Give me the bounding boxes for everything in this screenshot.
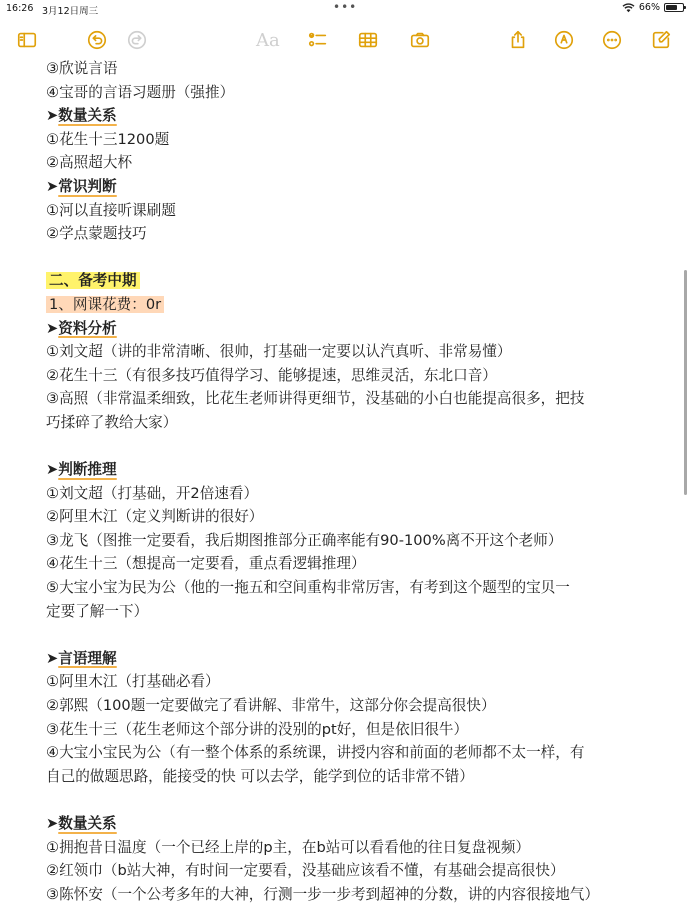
blank-line (46, 435, 646, 459)
section-heading-text: 二、备考中期 (46, 272, 140, 289)
list-item-text: ②红领巾（b站大神，有时间一定要看，没基础应该看不懂，有基础会提高很快） (46, 862, 565, 880)
subject-heading (46, 317, 646, 341)
list-item-text: 自己的做题思路，能接受的快 可以去学，能学到位的话非常不错） (46, 767, 474, 785)
scrollbar[interactable] (684, 270, 687, 495)
list-item-text: ④大宝小宝民为公（有一整个体系的系统课，讲授内容和前面的老师都不太一样，有 (46, 744, 585, 762)
section-heading (46, 269, 646, 293)
list-item-text: ①刘文超（打基础，开2倍速看） (46, 484, 259, 502)
list-item-text: ④宝哥的言语习题册（强推） (46, 83, 235, 101)
more-icon (601, 29, 623, 51)
battery-fill (666, 5, 677, 10)
list-item-text: ①河以直接听课刷题 (46, 201, 176, 219)
list-item (46, 81, 646, 105)
list-item (46, 482, 646, 506)
status-date: 3月12日周三 (42, 6, 99, 17)
list-item-text: ④花生十三（想提高一定要看，重点看逻辑推理） (46, 555, 366, 573)
subject-heading-text: ➤言语理解 (46, 647, 117, 671)
compose-button[interactable] (650, 26, 672, 54)
markup-button[interactable] (553, 26, 575, 54)
blank-line (46, 623, 646, 647)
subject-heading-text: ➤数量关系 (46, 104, 117, 128)
list-item-text: 巧揉碎了教给大家） (46, 413, 178, 431)
list-item-text: ②高照超大杯 (46, 154, 133, 172)
share-icon (507, 29, 529, 51)
list-item (46, 765, 646, 789)
list-item-text: ②花生十三（有很多技巧值得学习、能够提速，思维灵活，东北口音） (46, 366, 497, 384)
subject-heading-text: ➤资料分析 (46, 317, 117, 341)
list-item (46, 529, 646, 553)
list-item (46, 741, 646, 765)
checklist-icon (307, 29, 329, 51)
list-item-text: ③高照（非常温柔细致，比花生老师讲得更细节，没基础的小白也能提高很多，把技 (46, 390, 585, 408)
list-item (46, 859, 646, 883)
redo-icon (126, 29, 148, 51)
list-item-text: ①刘文超（讲的非常清晰、很帅，打基础一定要以认汽真听、非常易懂） (46, 343, 512, 361)
list-item (46, 151, 646, 175)
list-item (46, 387, 646, 411)
battery-icon (664, 3, 684, 12)
cost-line (46, 293, 646, 317)
list-item-text: ①拥抱昔日温度（一个已经上岸的p主，在b站可以看看他的往日复盘视频） (46, 838, 531, 856)
list-item (46, 364, 646, 388)
list-item (46, 600, 646, 624)
status-right (622, 2, 684, 13)
cost-line-text: 1、网课花费：0r (46, 296, 164, 313)
subject-heading (46, 175, 646, 199)
compose-icon (650, 29, 672, 51)
list-item-text: ⑤大宝小宝为民为公（他的一拖五和空间重构非常厉害，有考到这个题型的宝贝一 (46, 579, 570, 597)
subject-heading-text: ➤常识判断 (46, 175, 117, 199)
camera-button[interactable] (409, 26, 431, 54)
list-item (46, 883, 646, 907)
markup-pen-icon (553, 29, 575, 51)
sidebar-toggle-button[interactable] (16, 26, 38, 54)
subject-heading (46, 458, 646, 482)
list-item-text: ②学点蒙题技巧 (46, 225, 147, 243)
format-button[interactable]: Aa (256, 29, 280, 51)
table-icon (357, 29, 379, 51)
status-bar (0, 0, 690, 18)
list-item-text: ③陈怀安（一个公考多年的大神，行测一步一步考到超神的分数，讲的内容很接地气） (46, 885, 600, 903)
list-item (46, 57, 646, 81)
list-item (46, 128, 646, 152)
list-item (46, 718, 646, 742)
list-item-text: ②阿里木江（定义判断讲的很好） (46, 508, 264, 526)
list-item (46, 199, 646, 223)
list-item-text: ③欣说言语 (46, 60, 118, 77)
blank-line (46, 788, 646, 812)
status-time: 16:26 (6, 3, 34, 14)
list-item (46, 670, 646, 694)
multitask-dots-icon[interactable]: ••• (333, 0, 358, 14)
toolbar (0, 22, 690, 58)
list-item-text: ③花生十三（花生老师这个部分讲的没别的pt好，但是依旧很牛） (46, 720, 469, 738)
list-item-text: ②郭熙（100题一定要做完了看讲解、非常牛，这部分你会提高很快） (46, 697, 496, 715)
list-item-text: ①花生十三1200题 (46, 130, 170, 148)
wifi-icon (622, 3, 635, 13)
checklist-button[interactable] (307, 26, 329, 54)
subject-heading-text: ➤判断推理 (46, 458, 117, 482)
blank-line (46, 246, 646, 270)
undo-icon (86, 29, 108, 51)
more-options-button[interactable] (601, 26, 623, 54)
list-item (46, 694, 646, 718)
list-item-text: ①阿里木江（打基础必看） (46, 673, 220, 691)
camera-icon (409, 29, 431, 51)
list-item (46, 836, 646, 860)
list-item (46, 411, 646, 435)
note-body[interactable] (46, 57, 646, 906)
list-item (46, 222, 646, 246)
share-button[interactable] (507, 26, 529, 54)
list-item-text: 定要了解一下） (46, 602, 149, 620)
subject-heading (46, 647, 646, 671)
list-item (46, 340, 646, 364)
list-item (46, 505, 646, 529)
list-item-text: ③龙飞（图推一定要看，我后期图推部分正确率能有90-100%离不开这个老师） (46, 531, 563, 549)
subject-heading (46, 104, 646, 128)
list-item (46, 552, 646, 576)
battery-percent: 66% (638, 2, 660, 13)
sidebar-icon (16, 29, 38, 51)
undo-button[interactable] (86, 26, 108, 54)
subject-heading (46, 812, 646, 836)
list-item (46, 576, 646, 600)
redo-button[interactable] (126, 26, 148, 54)
table-button[interactable] (357, 26, 379, 54)
subject-heading-text: ➤数量关系 (46, 812, 117, 836)
